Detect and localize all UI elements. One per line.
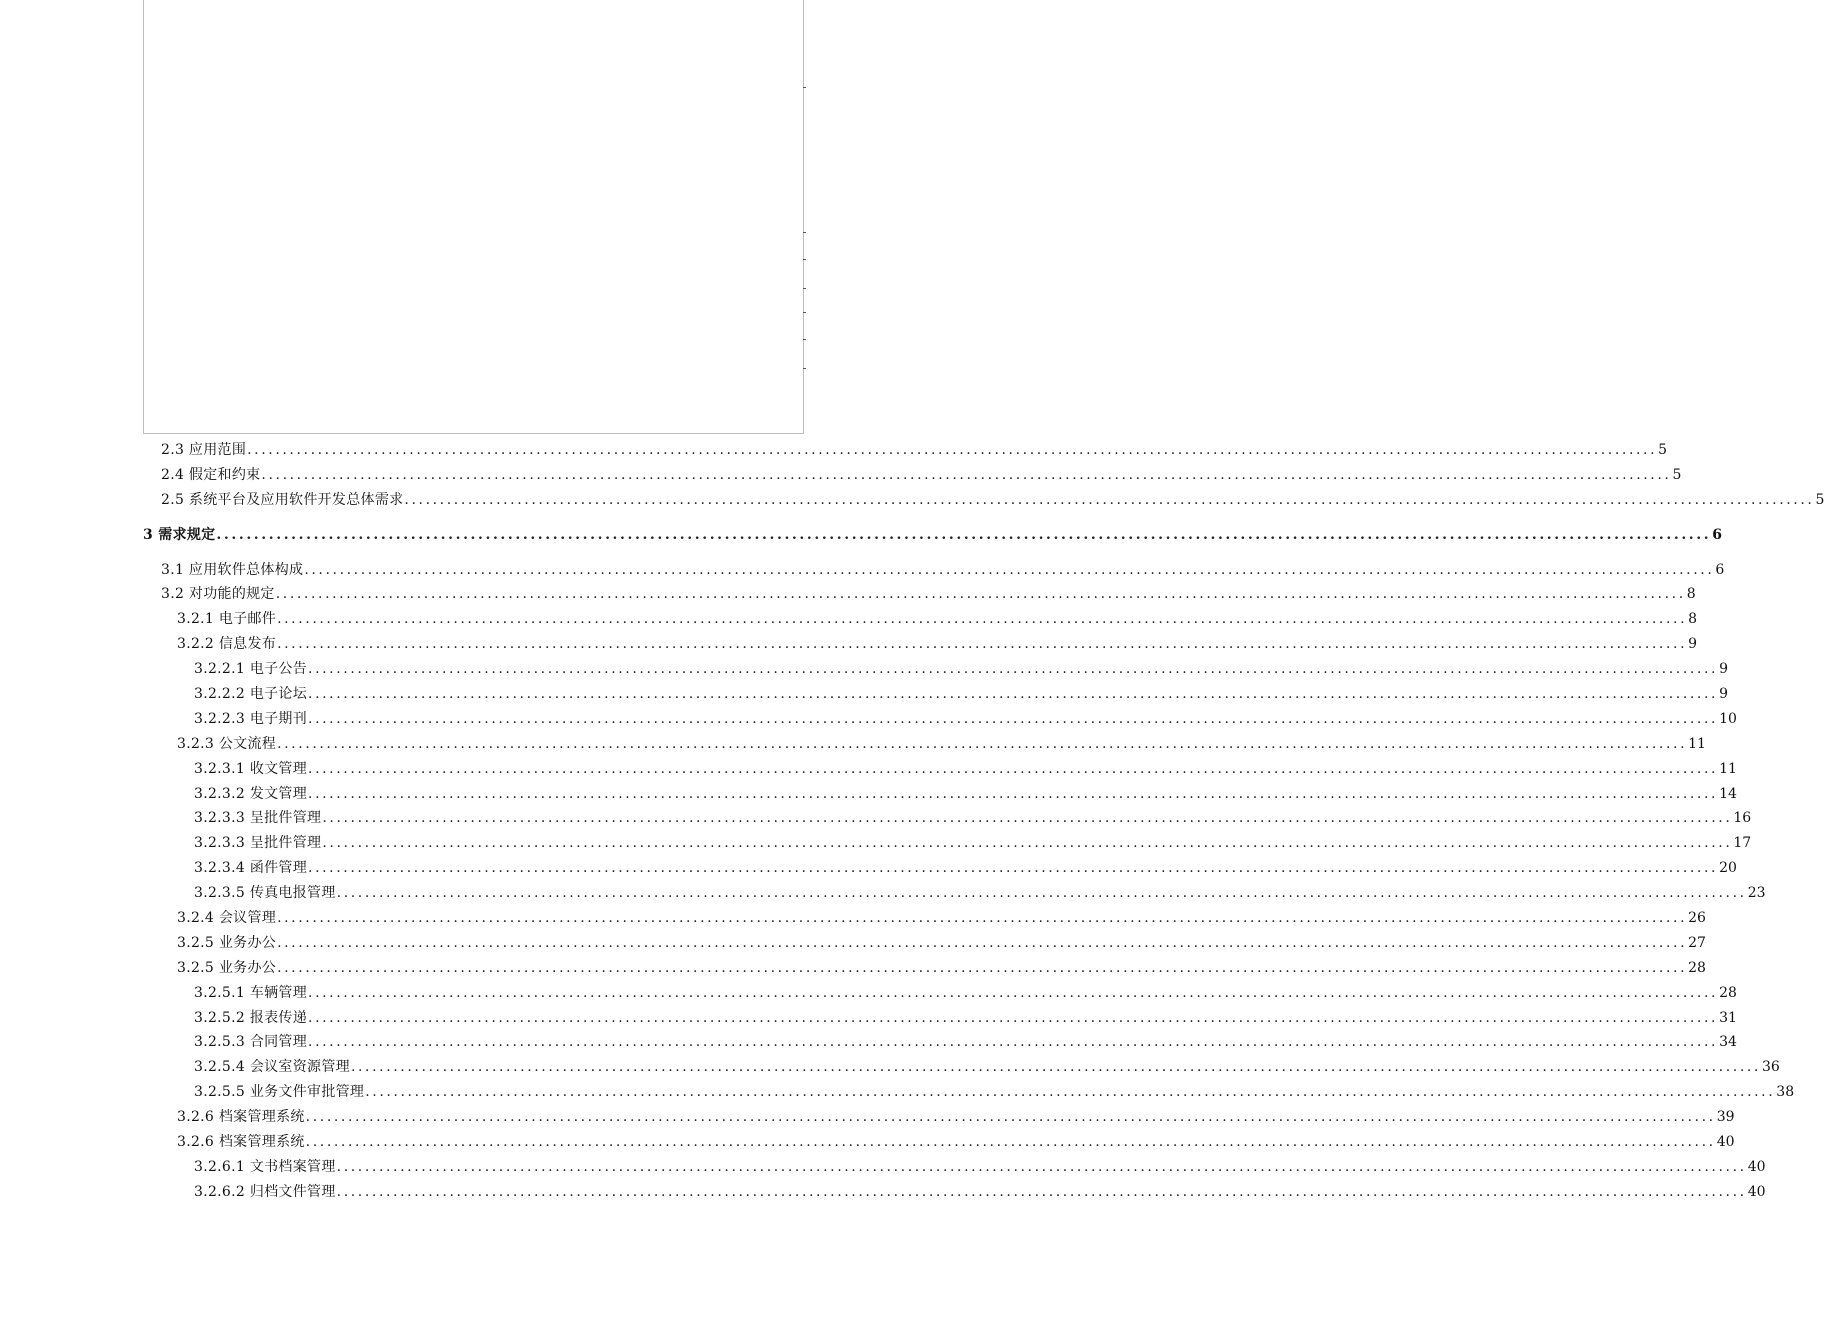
toc-dot-leader: ........................................................................................................................................................................................................ [308,1034,1719,1051]
toc-entry[interactable] [143,956,1706,981]
toc-entry-page-number: 23 [1747,885,1766,902]
toc-dot-leader: ........................................................................................................................................................................................................ [308,686,1719,703]
blank-frame [143,0,804,434]
toc-entry[interactable] [143,558,1725,583]
toc-entry[interactable] [143,1030,1737,1055]
toc-entry[interactable] [143,1006,1737,1031]
toc-entry[interactable] [143,856,1737,881]
toc-entry[interactable] [143,1105,1735,1130]
toc-dot-leader: ........................................................................................................................................................................................................ [322,810,1733,827]
toc-entry-page-number: 11 [1688,735,1706,752]
toc-entry[interactable] [143,657,1728,682]
toc-entry[interactable] [143,463,1682,488]
toc-entry-page-number: 28 [1688,959,1706,976]
toc-entry-label: 3.2.2.1 电子公告 [194,661,308,678]
toc-dot-leader: ........................................................................................................................................................................................................ [404,491,1815,508]
toc-entry-label: 2.5 系统平台及应用软件开发总体需求 [161,491,404,508]
table-of-contents [143,438,1824,1205]
toc-entry[interactable] [143,632,1698,657]
toc-entry-label: 3.2.5.3 合同管理 [194,1034,308,1051]
toc-entry-label: 2.3 应用范围 [161,442,247,458]
toc-dot-leader: ........................................................................................................................................................................................................ [336,885,1747,902]
toc-entry[interactable] [143,831,1752,856]
toc-dot-leader: ........................................................................................................................................................................................................ [277,735,1688,752]
toc-entry[interactable] [143,881,1766,906]
toc-dot-leader: ........................................................................................................................................................................................................ [277,611,1688,628]
toc-entry[interactable] [143,806,1752,831]
toc-entry-page-number: 40 [1747,1183,1766,1200]
toc-dot-leader: ........................................................................................................................................................................................................ [275,586,1686,603]
toc-dot-leader: ........................................................................................................................................................................................................ [308,760,1719,777]
toc-entry-page-number: 28 [1719,984,1737,1001]
toc-entry-label: 3.2.5 业务办公 [177,959,277,976]
toc-dot-leader: ........................................................................................................................................................................................................ [305,1109,1716,1126]
frame-tick [803,232,806,233]
toc-dot-leader: ........................................................................................................................................................................................................ [308,710,1719,727]
toc-dot-leader: ........................................................................................................................................................................................................ [277,959,1688,976]
toc-entry-label: 3.2.4 会议管理 [177,910,277,927]
frame-tick [803,312,806,313]
toc-entry-label: 3.2.6.2 归档文件管理 [194,1183,336,1200]
toc-entry[interactable] [143,607,1698,632]
toc-entry-page-number: 10 [1719,710,1737,727]
toc-dot-leader: ........................................................................................................................................................................................................ [277,636,1688,653]
toc-entry-page-number: 8 [1686,586,1696,603]
toc-entry[interactable] [143,931,1706,956]
toc-entry-page-number: 17 [1733,835,1752,852]
toc-dot-leader: ........................................................................................................................................................................................................ [365,1084,1776,1101]
frame-tick [803,259,806,260]
toc-dot-leader: ........................................................................................................................................................................................................ [308,1009,1719,1026]
toc-dot-leader: ........................................................................................................................................................................................................ [308,661,1719,678]
toc-entry[interactable] [143,488,1824,513]
toc-entry-label: 3.2.5.5 业务文件审批管理 [194,1084,365,1101]
toc-entry-label: 3.2.3 公文流程 [177,735,277,752]
toc-entry-page-number: 34 [1719,1034,1737,1051]
toc-dot-leader: ........................................................................................................................................................................................................ [336,1158,1747,1175]
toc-dot-leader: ........................................................................................................................................................................................................ [216,526,1712,543]
toc-entry-label: 3.2.5.1 车辆管理 [194,984,308,1001]
toc-entry[interactable] [143,1130,1735,1155]
toc-entry-label: 3.2.2.3 电子期刊 [194,710,308,727]
toc-entry[interactable] [143,981,1737,1006]
toc-entry-label: 3.2.5.2 报表传递 [194,1009,308,1026]
toc-entry[interactable] [143,707,1737,732]
toc-dot-leader: ........................................................................................................................................................................................................ [277,934,1688,951]
toc-entry[interactable] [143,582,1696,607]
toc-entry[interactable] [143,782,1737,807]
toc-entry-page-number: 38 [1776,1084,1795,1101]
toc-entry-label: 2.4 假定和约束 [161,466,261,483]
toc-entry-label: 3.2.1 电子邮件 [177,611,277,628]
toc-entry-page-number: 39 [1716,1109,1735,1126]
toc-entry-page-number: 9 [1719,686,1728,703]
toc-entry-label: 3.2.3.2 发文管理 [194,785,308,802]
toc-entry-label: 3.2.3.1 收文管理 [194,760,308,777]
frame-tick [803,368,806,369]
toc-dot-leader: ........................................................................................................................................................................................................ [277,910,1688,927]
frame-tick [803,339,806,340]
toc-entry-page-number: 6 [1715,561,1725,578]
toc-entry-page-number: 40 [1747,1158,1766,1175]
toc-entry-label: 3.2.2.2 电子论坛 [194,686,308,703]
toc-entry[interactable] [143,682,1728,707]
toc-entry[interactable] [143,906,1706,931]
frame-tick [803,288,806,289]
toc-dot-leader: ........................................................................................................................................................................................................ [336,1183,1747,1200]
toc-entry[interactable] [143,1155,1766,1180]
toc-entry-page-number: 9 [1688,636,1698,653]
toc-entry-page-number: 31 [1719,1009,1737,1026]
toc-entry-page-number: 6 [1712,526,1722,543]
toc-dot-leader: ........................................................................................................................................................................................................ [304,561,1715,578]
toc-dot-leader: ........................................................................................................................................................................................................ [305,1134,1716,1151]
toc-entry-page-number: 26 [1688,910,1706,927]
toc-entry-label: 3 需求规定 [143,526,216,543]
toc-entry-label: 3.2.3.5 传真电报管理 [194,885,336,902]
frame-tick [803,87,806,88]
toc-entry-label: 3.2.3.3 呈批件管理 [194,835,322,852]
toc-entry-label: 3.2.5 业务办公 [177,934,277,951]
toc-entry-page-number: 40 [1716,1134,1735,1151]
toc-entry[interactable] [143,1180,1766,1205]
toc-entry-label: 3.1 应用软件总体构成 [161,561,304,578]
toc-dot-leader: ........................................................................................................................................................................................................ [247,442,1658,458]
toc-dot-leader: ........................................................................................................................................................................................................ [350,1059,1761,1076]
toc-entry-label: 3.2.3.4 函件管理 [194,860,308,877]
toc-dot-leader: ........................................................................................................................................................................................................ [322,835,1733,852]
toc-dot-leader: ........................................................................................................................................................................................................ [261,466,1672,483]
toc-dot-leader: ........................................................................................................................................................................................................ [308,785,1719,802]
toc-entry-page-number: 27 [1688,934,1706,951]
toc-entry-label: 3.2.6.1 文书档案管理 [194,1158,336,1175]
toc-entry-page-number: 36 [1761,1059,1780,1076]
toc-entry-page-number: 16 [1733,810,1752,827]
toc-dot-leader: ........................................................................................................................................................................................................ [308,860,1719,877]
toc-dot-leader: ........................................................................................................................................................................................................ [308,984,1719,1001]
toc-entry[interactable] [143,1080,1795,1105]
toc-entry[interactable] [143,523,1722,548]
toc-entry-page-number: 11 [1719,760,1737,777]
toc-entry-label: 3.2.2 信息发布 [177,636,277,653]
toc-entry-page-number: 20 [1719,860,1737,877]
toc-entry-label: 3.2 对功能的规定 [161,586,275,603]
toc-entry-label: 3.2.6 档案管理系统 [177,1109,305,1126]
toc-entry[interactable] [143,757,1737,782]
toc-entry-page-number: 5 [1672,466,1682,483]
toc-entry-page-number: 9 [1719,661,1728,678]
toc-entry-page-number: 5 [1658,442,1668,458]
toc-entry[interactable] [143,732,1706,757]
toc-entry-label: 3.2.5.4 会议室资源管理 [194,1059,350,1076]
toc-entry-page-number: 5 [1815,491,1824,508]
toc-entry[interactable] [143,438,1668,463]
toc-entry[interactable] [143,1055,1780,1080]
toc-entry-page-number: 8 [1688,611,1698,628]
toc-entry-page-number: 14 [1719,785,1737,802]
toc-entry-label: 3.2.3.3 呈批件管理 [194,810,322,827]
toc-entry-label: 3.2.6 档案管理系统 [177,1134,305,1151]
